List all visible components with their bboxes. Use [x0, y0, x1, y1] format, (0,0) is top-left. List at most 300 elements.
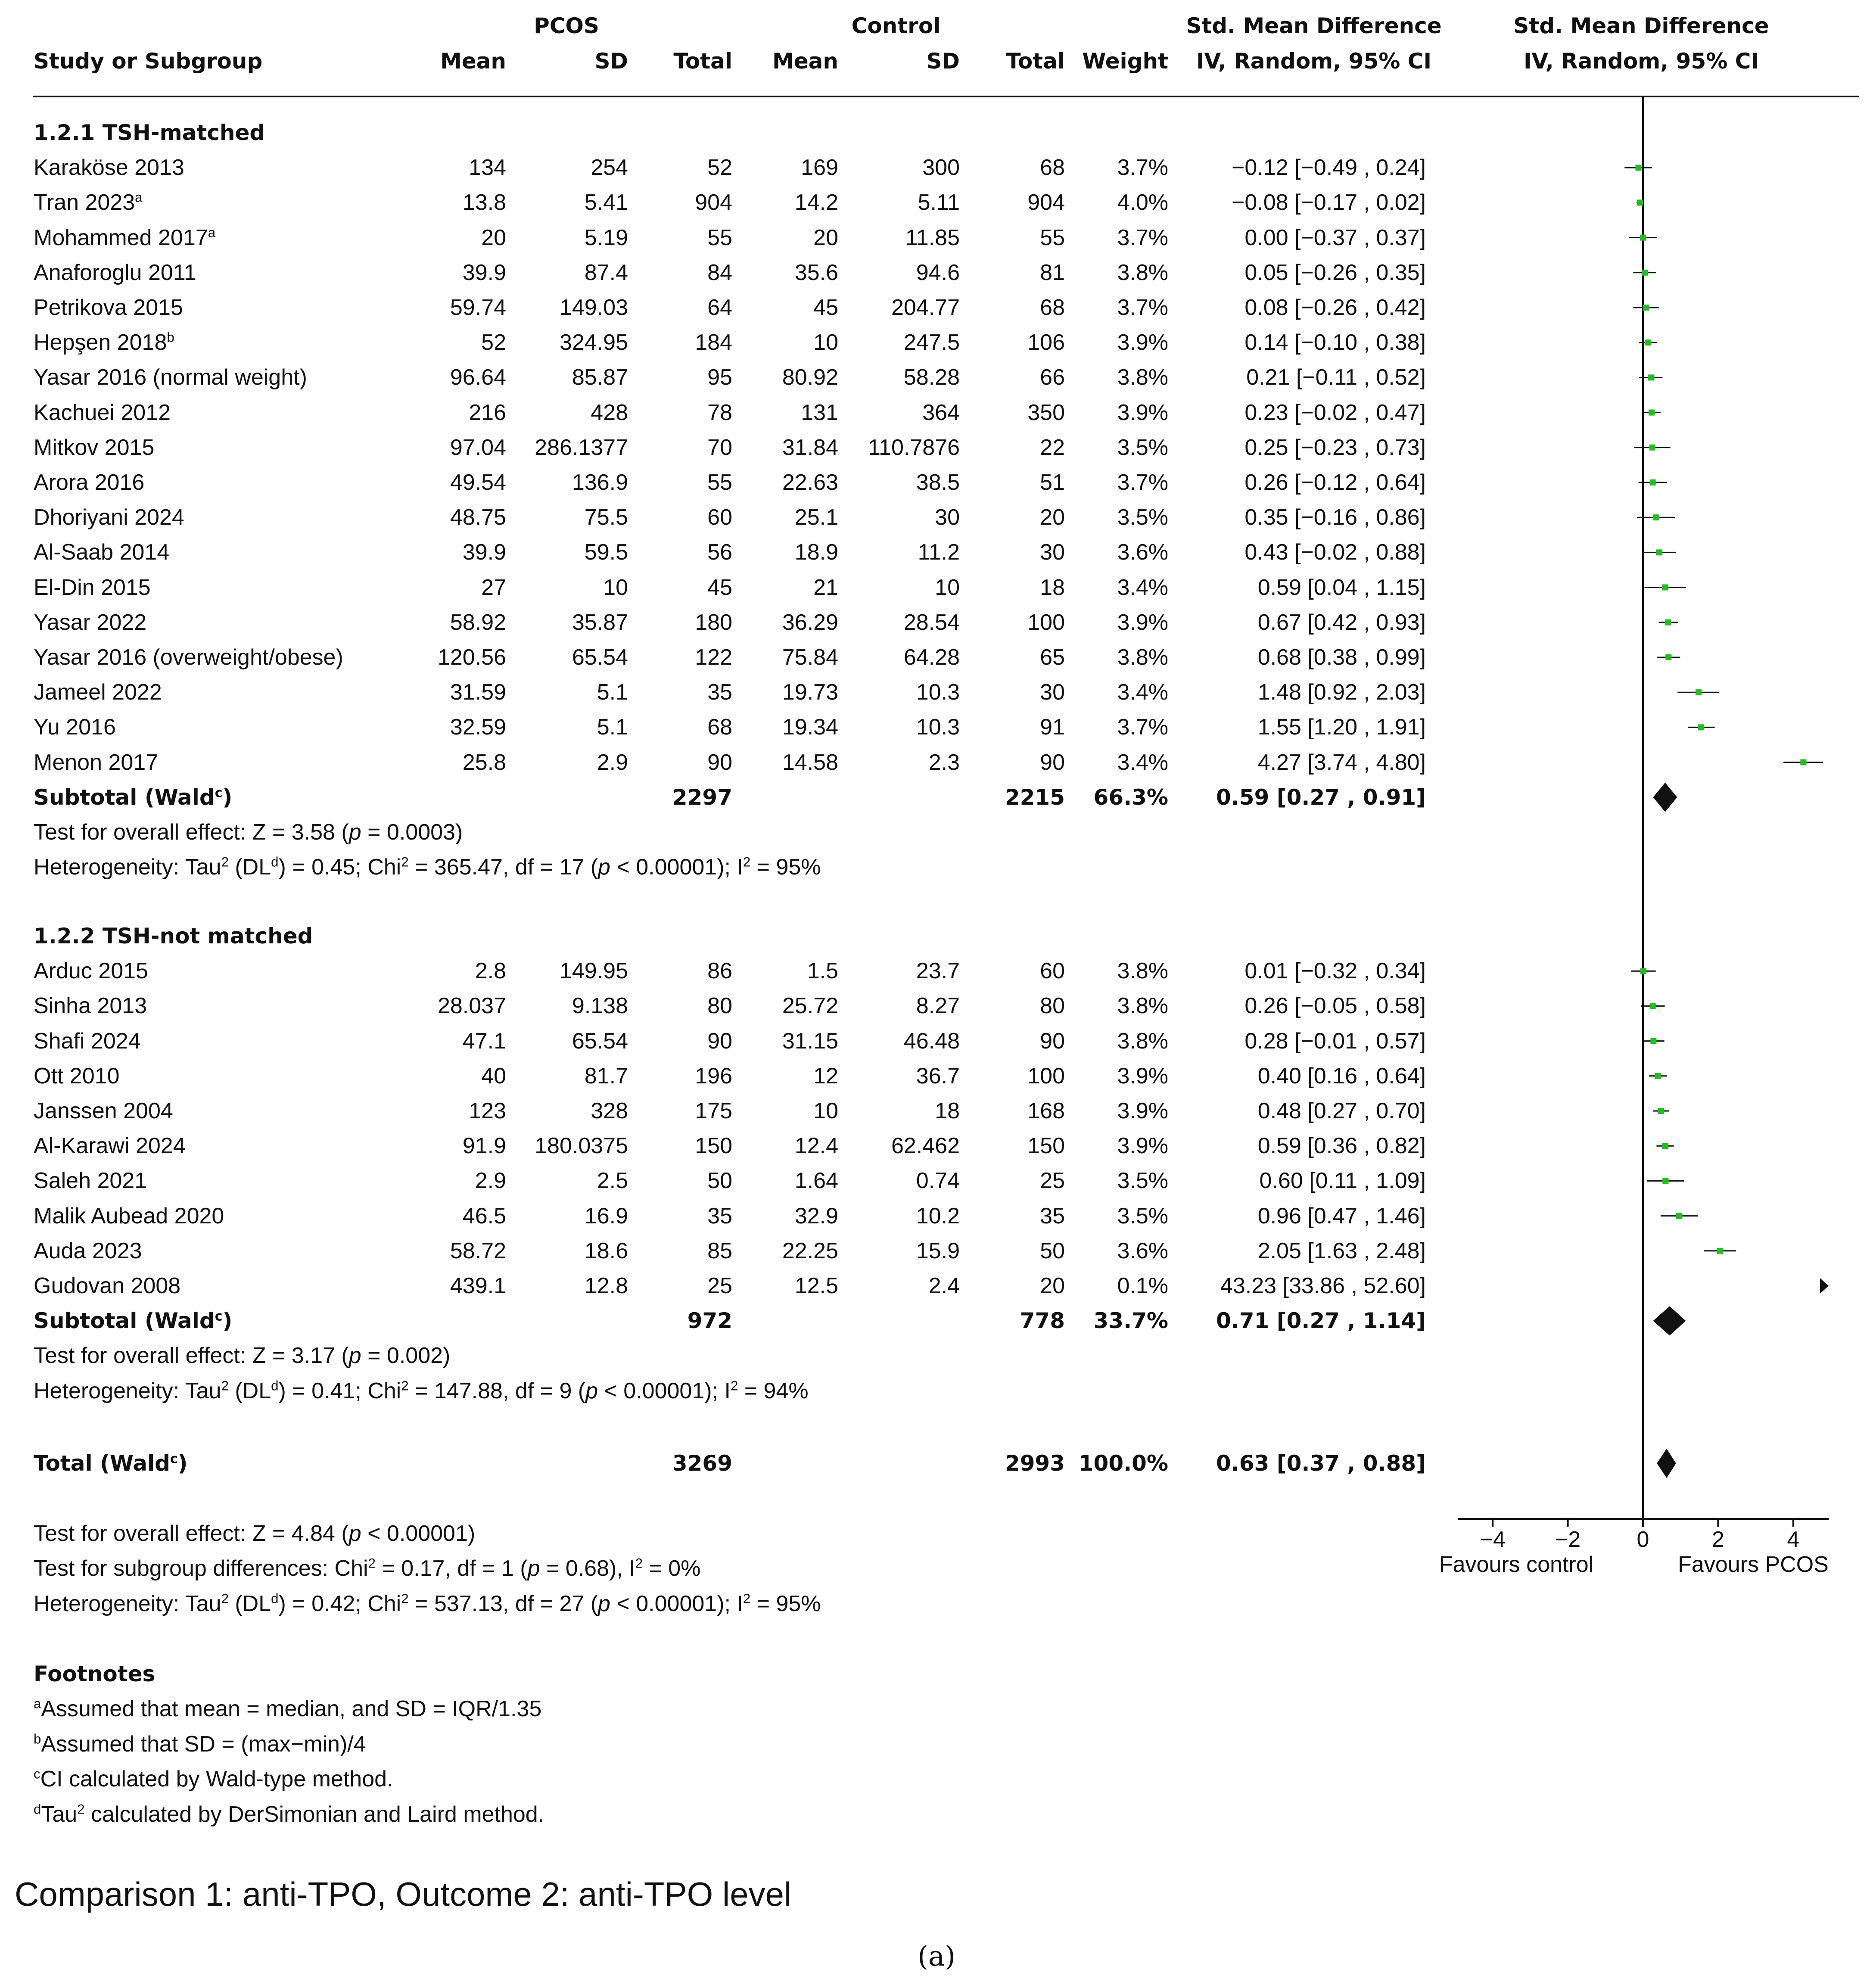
- pcos-mean: 39.9: [462, 540, 506, 565]
- pcos-total: 122: [695, 645, 732, 670]
- pcos-group-header: PCOS: [534, 13, 599, 38]
- study-footnote-mark: a: [135, 190, 143, 205]
- effect-point: [1676, 1213, 1682, 1219]
- pcos-total: 55: [707, 225, 732, 250]
- pcos-mean: 47.1: [462, 1028, 506, 1054]
- study-name: [34, 295, 183, 320]
- subgroup-heterogeneity-sq1: 2: [221, 1378, 229, 1394]
- control-sd: 18: [935, 1098, 960, 1123]
- pcos-total: 52: [707, 155, 732, 180]
- smd-ci: 0.26 [−0.12 , 0.64]: [1245, 470, 1426, 495]
- pcos-mean: 58.92: [450, 610, 506, 635]
- study-name: [34, 714, 116, 740]
- control-total: 20: [1040, 505, 1065, 530]
- pcos-sd: 5.19: [584, 225, 628, 250]
- effect-point: [1649, 410, 1655, 416]
- control-mean: 31.15: [782, 1028, 838, 1054]
- control-sd: 38.5: [916, 470, 960, 495]
- subgroup-heterogeneity-e: < 0.00001); I: [610, 855, 743, 880]
- weight: 3.4%: [1117, 680, 1168, 705]
- control-sd: 28.54: [903, 610, 960, 635]
- effect-point: [1653, 514, 1659, 520]
- study-name: [34, 225, 215, 251]
- subgroup-overall-effect-p: p: [348, 1343, 361, 1369]
- x-tick-label: −4: [1480, 1527, 1506, 1552]
- smd-title-header: Std. Mean Difference: [1186, 13, 1442, 38]
- subtotal-ci: 0.71 [0.27 , 1.14]: [1216, 1308, 1426, 1334]
- overall-heterogeneity-sq3: 2: [743, 1591, 751, 1606]
- weight: 3.9%: [1117, 610, 1168, 635]
- subtotal-control-total: 2215: [1005, 784, 1065, 810]
- study-label: Yu 2016: [34, 715, 116, 740]
- footnote-text-2: calculated by DerSimonian and Laird method.: [84, 1801, 544, 1827]
- smd-ci: 0.23 [−0.02 , 0.47]: [1245, 400, 1426, 425]
- pcos-total: 95: [707, 365, 732, 390]
- subtotal-ci: 0.59 [0.27 , 0.91]: [1216, 784, 1426, 810]
- sgd-d: = 0%: [643, 1556, 701, 1581]
- weight: 3.9%: [1117, 400, 1168, 425]
- x-tick-label: 2: [1711, 1527, 1724, 1552]
- subgroup-differences-test: [34, 1556, 700, 1581]
- header-divider: [33, 96, 1859, 97]
- pcos-total: 184: [695, 330, 732, 355]
- control-mean: 14.2: [794, 190, 838, 215]
- pcos-sd: 12.8: [584, 1273, 628, 1298]
- pcos-total: 85: [707, 1238, 732, 1263]
- subgroup-heterogeneity-p: p: [585, 1378, 598, 1403]
- control-sd: 8.27: [916, 993, 960, 1019]
- pcos-sd: 81.7: [584, 1063, 628, 1089]
- pcos-sd: 328: [591, 1098, 628, 1123]
- control-total: 150: [1027, 1133, 1065, 1159]
- control-mean: 10: [813, 1098, 838, 1123]
- weight: 3.7%: [1117, 715, 1168, 740]
- subgroup-overall-effect: [34, 1343, 450, 1369]
- study-label: Malik Aubead 2020: [34, 1203, 224, 1229]
- plot-method-header: IV, Random, 95% CI: [1523, 49, 1759, 74]
- overall-heterogeneity: [34, 1591, 821, 1617]
- pcos-sd: 10: [603, 575, 628, 600]
- subgroup-heterogeneity-b: (DL: [228, 855, 271, 880]
- overall-heterogeneity-f: = 95%: [750, 1591, 821, 1616]
- overall-effect-test-p: p: [348, 1521, 361, 1546]
- study-label: Karaköse 2013: [34, 155, 184, 180]
- pcos-sd: 286.1377: [535, 435, 628, 460]
- control-mean: 12: [813, 1063, 838, 1089]
- study-label: Hepşen 2018: [34, 330, 167, 355]
- study-label: Janssen 2004: [34, 1098, 173, 1123]
- effect-point: [1665, 619, 1671, 625]
- study-footnote-mark: a: [208, 225, 216, 240]
- control-sd: 94.6: [916, 260, 960, 285]
- subtotal-label-end: ): [222, 784, 233, 810]
- weight: 3.9%: [1117, 1133, 1168, 1159]
- pcos-total: 64: [707, 295, 732, 320]
- study-label: Mohammed 2017: [34, 225, 208, 250]
- weight: 3.4%: [1117, 750, 1168, 775]
- effect-point: [1655, 1073, 1661, 1079]
- sgd-p: p: [527, 1556, 540, 1581]
- smd-ci: 0.35 [−0.16 , 0.86]: [1245, 505, 1426, 530]
- control-mean: 20: [813, 225, 838, 250]
- subgroup-heterogeneity-f: = 94%: [738, 1378, 809, 1403]
- x-tick-label: −2: [1555, 1527, 1581, 1552]
- control-sd: 10.3: [916, 715, 960, 740]
- total-control-total: 2993: [1005, 1451, 1065, 1476]
- smd-ci: 0.08 [−0.26 , 0.42]: [1245, 295, 1426, 320]
- weight: 3.8%: [1117, 1028, 1168, 1054]
- overall-effect-test-suffix: < 0.00001): [361, 1521, 476, 1546]
- weight: 3.5%: [1117, 505, 1168, 530]
- smd-ci: 0.43 [−0.02 , 0.88]: [1245, 540, 1426, 565]
- weight: 3.7%: [1117, 225, 1168, 250]
- total-label: [34, 1450, 188, 1476]
- control-total: 66: [1040, 365, 1065, 390]
- pcos-sd: 9.138: [572, 993, 628, 1019]
- subtotal-diamond: [1653, 783, 1677, 812]
- effect-point: [1645, 339, 1651, 345]
- pcos-total: 90: [707, 750, 732, 775]
- total-ci: 0.63 [0.37 , 0.88]: [1216, 1451, 1426, 1476]
- weight: 3.9%: [1117, 330, 1168, 355]
- smd-ci: 1.55 [1.20 , 1.91]: [1257, 715, 1426, 740]
- smd-ci: 0.05 [−0.26 , 0.35]: [1245, 260, 1426, 285]
- subgroup-overall-effect-prefix: Test for overall effect: Z = 3.58 (: [34, 820, 349, 845]
- control-total: 68: [1040, 295, 1065, 320]
- overall-heterogeneity-sq1: 2: [221, 1591, 229, 1606]
- pcos-sd: 5.1: [597, 715, 628, 740]
- overall-heterogeneity-p: p: [598, 1591, 610, 1616]
- smd-ci: 0.67 [0.42 , 0.93]: [1257, 610, 1426, 635]
- footnote: [34, 1696, 541, 1722]
- study-label: Auda 2023: [34, 1238, 142, 1263]
- footnote-mark: a: [34, 1696, 41, 1711]
- control-sd: 46.48: [903, 1028, 960, 1054]
- footnote-mark: d: [34, 1801, 41, 1817]
- pcos-mean: 97.04: [450, 435, 506, 460]
- pcos-mean: 2.9: [475, 1168, 506, 1194]
- overall-effect-test: [34, 1521, 475, 1546]
- smd-ci: 0.21 [−0.11 , 0.52]: [1246, 365, 1426, 390]
- study-name: [34, 470, 144, 495]
- pcos-sd: 87.4: [584, 260, 628, 285]
- weight: 3.8%: [1117, 260, 1168, 285]
- study-name: [34, 190, 142, 215]
- subgroup-title: 1.2.1 TSH-matched: [34, 120, 265, 145]
- weight: 3.8%: [1117, 365, 1168, 390]
- control-total: 90: [1040, 1028, 1065, 1054]
- study-label: El-Din 2015: [34, 575, 151, 600]
- study-name: [34, 1098, 173, 1124]
- favours-pcos-label: Favours PCOS: [1678, 1552, 1829, 1577]
- subtotal-weight: 33.7%: [1093, 1308, 1168, 1334]
- smd-ci: −0.08 [−0.17 , 0.02]: [1231, 190, 1426, 215]
- effect-point: [1800, 759, 1806, 765]
- pcos-total: 70: [707, 435, 732, 460]
- pcos-sd: 35.87: [572, 610, 628, 635]
- control-mean: 169: [801, 155, 838, 180]
- weight: 3.5%: [1117, 1168, 1168, 1194]
- pcos-total: 35: [707, 680, 732, 705]
- control-sd: 110.7876: [868, 435, 960, 460]
- subgroup-heterogeneity-e: < 0.00001); I: [598, 1378, 731, 1403]
- control-mean: 25.72: [782, 993, 838, 1019]
- pcos-mean: 31.59: [450, 680, 506, 705]
- study-name: [34, 1133, 186, 1159]
- overall-heterogeneity-c: ) = 0.42; Chi: [278, 1591, 401, 1616]
- control-total: 90: [1040, 750, 1065, 775]
- control-total: 25: [1040, 1168, 1065, 1194]
- effect-point: [1642, 270, 1648, 276]
- study-name: [34, 1273, 180, 1299]
- effect-point: [1650, 479, 1656, 485]
- control-sd: 2.3: [928, 750, 960, 775]
- effect-point: [1717, 1248, 1723, 1254]
- overall-heterogeneity-d: = 537.13, df = 27 (: [408, 1591, 598, 1616]
- subtotal-footnote-mark: c: [215, 785, 223, 801]
- smd-ci: 0.48 [0.27 , 0.70]: [1257, 1098, 1426, 1123]
- subgroup-heterogeneity-a: Heterogeneity: Tau: [34, 1378, 221, 1403]
- control-total: 904: [1027, 190, 1065, 215]
- subgroup-heterogeneity-sup: d: [271, 854, 279, 870]
- pcos-total: 196: [695, 1063, 732, 1089]
- subgroup-heterogeneity: [34, 854, 821, 880]
- pcos-sd: 5.41: [584, 190, 628, 215]
- pcos-mean: 123: [469, 1098, 506, 1123]
- study-label: Yasar 2016 (normal weight): [34, 365, 307, 390]
- control-total: 51: [1040, 470, 1065, 495]
- footnote: [34, 1731, 366, 1757]
- subgroup-heterogeneity-f: = 95%: [750, 855, 821, 880]
- control-mean-header: Mean: [772, 49, 838, 74]
- pcos-sd: 428: [591, 400, 628, 425]
- total-label-text: Total (Wald: [34, 1451, 170, 1476]
- study-name: [34, 1238, 142, 1264]
- pcos-total-header: Total: [673, 49, 732, 74]
- pcos-total: 904: [695, 190, 732, 215]
- study-name: [34, 1028, 141, 1054]
- study-label: Gudovan 2008: [34, 1273, 181, 1298]
- control-sd: 247.5: [903, 330, 960, 355]
- study-name: [34, 958, 148, 984]
- sgd-b: = 0.17, df = 1 (: [375, 1556, 528, 1581]
- pcos-total: 90: [707, 1028, 732, 1054]
- pcos-mean: 25.8: [462, 750, 506, 775]
- control-mean: 19.73: [782, 680, 838, 705]
- subgroup-overall-effect-suffix: = 0.002): [361, 1343, 451, 1369]
- pcos-sd: 2.5: [597, 1168, 628, 1194]
- effect-point: [1696, 689, 1702, 695]
- study-name: [34, 435, 154, 460]
- control-total-header: Total: [1006, 49, 1065, 74]
- pcos-sd: 16.9: [584, 1203, 628, 1229]
- control-mean: 12.5: [794, 1273, 838, 1298]
- total-pcos-total: 3269: [672, 1451, 732, 1476]
- subgroup-overall-effect-p: p: [348, 820, 361, 845]
- study-label: Jameel 2022: [34, 680, 162, 705]
- control-total: 60: [1040, 958, 1065, 984]
- pcos-total: 84: [707, 260, 732, 285]
- study-name: [34, 504, 184, 530]
- subgroup-heterogeneity: [34, 1378, 809, 1404]
- pcos-sd: 85.87: [572, 365, 628, 390]
- pcos-mean: 28.037: [437, 993, 506, 1019]
- sgd-c: = 0.68), I: [540, 1556, 635, 1581]
- study-name: [34, 330, 174, 355]
- effect-point: [1637, 199, 1643, 205]
- control-sd: 23.7: [916, 958, 960, 984]
- control-mean: 36.29: [782, 610, 838, 635]
- pcos-total: 50: [707, 1168, 732, 1194]
- subgroup-overall-effect-suffix: = 0.0003): [361, 820, 463, 845]
- control-mean: 10: [813, 330, 838, 355]
- pcos-total: 78: [707, 400, 732, 425]
- control-sd: 2.4: [928, 1273, 960, 1298]
- control-total: 55: [1040, 225, 1065, 250]
- control-mean: 12.4: [794, 1133, 838, 1159]
- subgroup-heterogeneity-sq2: 2: [401, 1378, 409, 1394]
- control-sd: 10.3: [916, 680, 960, 705]
- weight: 3.4%: [1117, 575, 1168, 600]
- control-total: 65: [1040, 645, 1065, 670]
- footnote: [34, 1801, 544, 1827]
- study-label: Ott 2010: [34, 1063, 120, 1089]
- subtotal-label-end: ): [222, 1308, 233, 1334]
- subgroup-overall-effect-prefix: Test for overall effect: Z = 3.17 (: [34, 1343, 349, 1369]
- control-total: 100: [1027, 1063, 1065, 1089]
- overall-heterogeneity-a: Heterogeneity: Tau: [34, 1591, 221, 1616]
- subgroup-heterogeneity-a: Heterogeneity: Tau: [34, 855, 221, 880]
- subtotal-label-text: Subtotal (Wald: [34, 784, 215, 810]
- study-label: Arduc 2015: [34, 958, 148, 984]
- weight: 3.9%: [1117, 1063, 1168, 1089]
- study-label: Sinha 2013: [34, 993, 147, 1019]
- pcos-sd: 136.9: [572, 470, 628, 495]
- effect-point: [1662, 1178, 1668, 1184]
- subtotal-control-total: 778: [1020, 1308, 1065, 1334]
- total-diamond: [1657, 1449, 1676, 1478]
- study-label: Tran 2023: [34, 190, 135, 215]
- study-label: Petrikova 2015: [34, 295, 183, 320]
- smd-ci: 0.96 [0.47 , 1.46]: [1257, 1203, 1426, 1229]
- weight: 3.8%: [1117, 958, 1168, 984]
- pcos-mean: 48.75: [450, 505, 506, 530]
- plot-title-header: Std. Mean Difference: [1513, 13, 1769, 38]
- smd-ci: −0.12 [−0.49 , 0.24]: [1231, 155, 1426, 180]
- control-sd: 58.28: [903, 365, 960, 390]
- control-sd: 15.9: [916, 1238, 960, 1263]
- control-sd: 36.7: [916, 1063, 960, 1089]
- footnote-mark: b: [34, 1731, 41, 1747]
- control-total: 80: [1040, 993, 1065, 1019]
- pcos-total: 25: [707, 1273, 732, 1298]
- subtotal-label: [34, 1308, 232, 1334]
- pcos-sd: 149.03: [559, 295, 628, 320]
- control-mean: 32.9: [794, 1203, 838, 1229]
- pcos-sd: 5.1: [597, 680, 628, 705]
- overall-heterogeneity-e: < 0.00001); I: [610, 1591, 743, 1616]
- pcos-total: 86: [707, 958, 732, 984]
- pcos-mean: 52: [481, 330, 506, 355]
- control-sd-header: SD: [926, 49, 960, 74]
- smd-ci: 0.28 [−0.01 , 0.57]: [1245, 1028, 1426, 1054]
- subgroup-heterogeneity-sq3: 2: [743, 854, 751, 870]
- study-name: [34, 539, 169, 565]
- weight: 3.7%: [1117, 470, 1168, 495]
- control-mean: 25.1: [794, 505, 838, 530]
- study-label: Arora 2016: [34, 470, 145, 495]
- control-mean: 14.58: [782, 750, 838, 775]
- pcos-mean: 2.8: [475, 958, 506, 984]
- pcos-sd: 18.6: [584, 1238, 628, 1263]
- subtotal-label: [34, 784, 232, 810]
- footnote-text: Assumed that mean = median, and SD = IQR/1.35: [41, 1696, 542, 1721]
- control-total: 91: [1040, 715, 1065, 740]
- pcos-mean: 120.56: [437, 645, 506, 670]
- pcos-mean: 58.72: [450, 1238, 506, 1263]
- pcos-sd: 254: [591, 155, 628, 180]
- pcos-sd: 59.5: [584, 540, 628, 565]
- overall-effect-test-prefix: Test for overall effect: Z = 4.84 (: [34, 1521, 349, 1546]
- pcos-mean: 40: [481, 1063, 506, 1089]
- smd-ci: 0.14 [−0.10 , 0.38]: [1245, 330, 1426, 355]
- subtotal-pcos-total: 2297: [672, 784, 732, 810]
- study-name: [34, 750, 158, 775]
- control-sd: 10: [935, 575, 960, 600]
- pcos-total: 35: [707, 1203, 732, 1229]
- subgroup-title: 1.2.2 TSH-not matched: [34, 924, 313, 949]
- pcos-mean: 39.9: [462, 260, 506, 285]
- effect-point: [1649, 445, 1655, 451]
- effect-point: [1662, 1143, 1668, 1149]
- pcos-total: 80: [707, 993, 732, 1019]
- pcos-total: 180: [695, 610, 732, 635]
- subgroup-heterogeneity-p: p: [598, 855, 610, 880]
- control-mean: 31.84: [782, 435, 838, 460]
- pcos-total: 55: [707, 470, 732, 495]
- subgroup-heterogeneity-c: ) = 0.41; Chi: [278, 1378, 401, 1403]
- panel-label: (a): [917, 1941, 956, 1972]
- overall-heterogeneity-sup: d: [271, 1591, 279, 1606]
- pcos-mean: 13.8: [462, 190, 506, 215]
- weight: 4.0%: [1117, 190, 1168, 215]
- pcos-sd: 2.9: [597, 750, 628, 775]
- study-label: Kachuei 2012: [34, 400, 171, 425]
- pcos-mean-header: Mean: [440, 49, 506, 74]
- overall-heterogeneity-sq2: 2: [401, 1591, 409, 1606]
- subgroup-heterogeneity-d: = 147.88, df = 9 (: [408, 1378, 586, 1403]
- effect-point: [1650, 1003, 1656, 1009]
- study-label: Al-Karawi 2024: [34, 1133, 186, 1159]
- control-mean: 1.5: [807, 958, 838, 984]
- total-label-end: ): [177, 1451, 188, 1476]
- subgroup-heterogeneity-sq3: 2: [730, 1378, 738, 1394]
- control-sd: 204.77: [891, 295, 960, 320]
- subgroup-heterogeneity-sq2: 2: [401, 854, 409, 870]
- study-label: Dhoriyani 2024: [34, 505, 184, 530]
- weight: 3.7%: [1117, 155, 1168, 180]
- control-mean: 18.9: [794, 540, 838, 565]
- pcos-sd: 324.95: [559, 330, 628, 355]
- control-mean: 1.64: [794, 1168, 838, 1194]
- overall-heterogeneity-b: (DL: [228, 1591, 271, 1616]
- study-name: [34, 364, 307, 390]
- study-name: [34, 1168, 147, 1194]
- study-label: Yasar 2022: [34, 610, 147, 635]
- footnote-text: Assumed that SD = (max−min)/4: [41, 1731, 366, 1757]
- pcos-total: 60: [707, 505, 732, 530]
- pcos-total: 68: [707, 715, 732, 740]
